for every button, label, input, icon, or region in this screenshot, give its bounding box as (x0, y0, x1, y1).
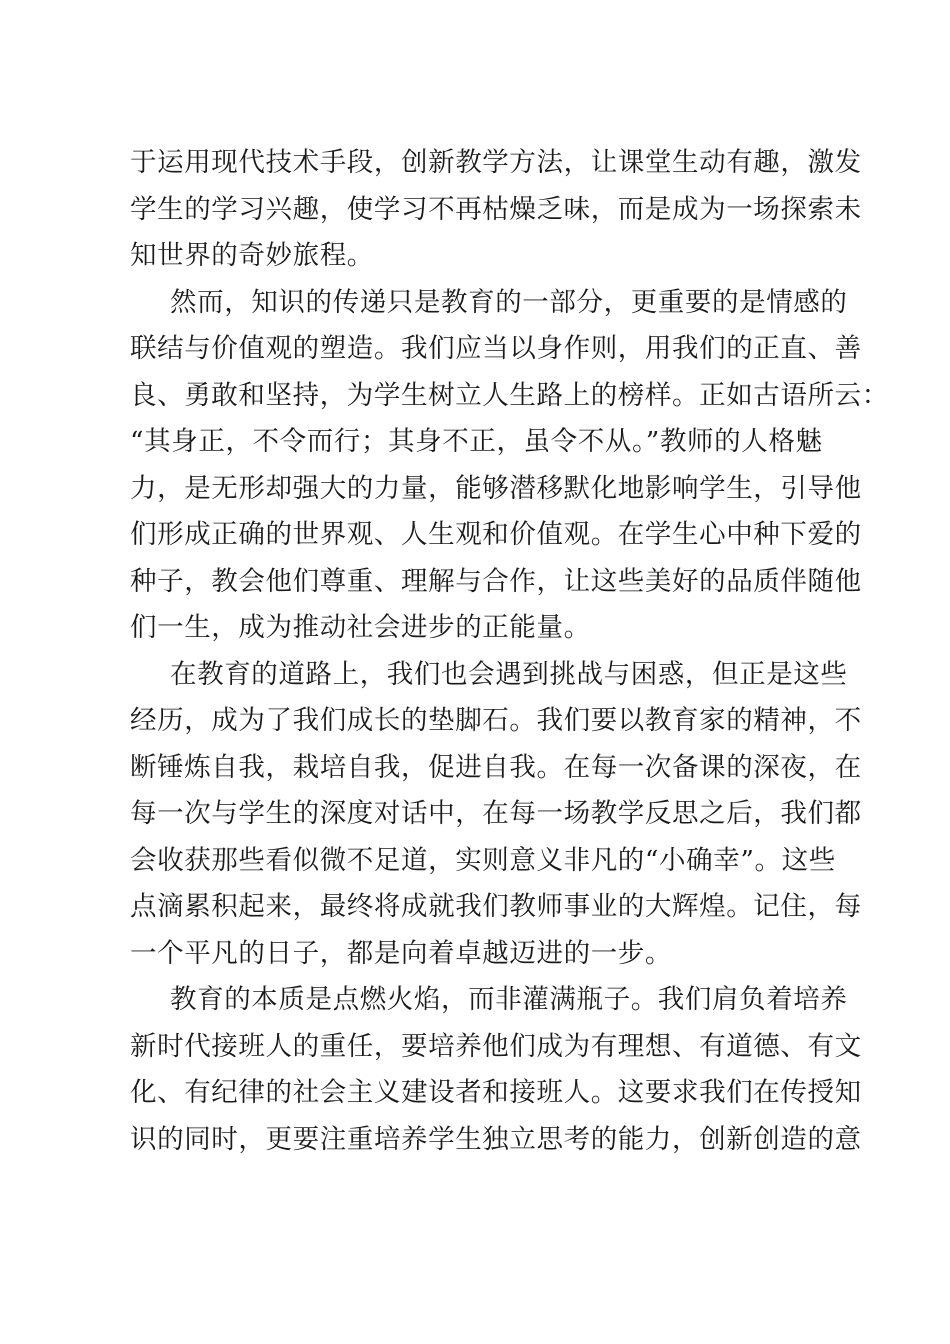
text-line: 良、勇敢和坚持，为学生树立人生路上的榜样。正如古语所云： (130, 379, 889, 411)
text-line: 经历，成为了我们成长的垫脚石。我们要以教育家的精神，不 (130, 705, 862, 736)
text-line: 识的同时，更要注重培养学生独立思考的能力，创新创造的意 (130, 1123, 862, 1155)
text-line: 在教育的道路上，我们也会遇到挑战与困惑，但正是这些 (170, 658, 848, 690)
text-line: 们一生，成为推动社会进步的正能量。 (130, 612, 591, 643)
paragraph-1 (130, 140, 862, 280)
text-line: 化、有纪律的社会主义建设者和接班人。这要求我们在传授知 (130, 1077, 862, 1108)
text-line: 知世界的奇妙旅程。 (130, 240, 374, 271)
text-line: 会收获那些看似微不足道，实则意义非凡的“小确幸”。这些 (130, 844, 836, 876)
text-line: 新时代接班人的重任，要培养他们成为有理想、有道德、有文 (130, 1030, 862, 1062)
text-line: 断锤炼自我，栽培自我，促进自我。在每一次备课的深夜，在 (130, 751, 862, 783)
text-line: 于运用现代技术手段，创新教学方法，让课堂生动有趣，激发 (130, 147, 862, 178)
text-line: 一个平凡的日子，都是向着卓越迈进的一步。 (130, 937, 672, 969)
text-line: “其身正，不令而行；其身不正，虽令不从。”教师的人格魅 (130, 426, 823, 457)
text-line: 教育的本质是点燃火焰，而非灌满瓶子。我们肩负着培养 (170, 984, 848, 1015)
text-line: 们形成正确的世界观、人生观和价值观。在学生心中种下爱的 (130, 519, 862, 550)
text-line: 力，是无形却强大的力量，能够潜移默化地影响学生，引导他 (130, 472, 862, 504)
paragraph-4 (130, 977, 862, 1163)
text-line: 点滴累积起来，最终将成就我们教师事业的大辉煌。记住，每 (130, 891, 862, 922)
text-line: 然而，知识的传递只是教育的一部分，更重要的是情感的 (170, 286, 848, 318)
text-line: 每一次与学生的深度对话中，在每一场教学反思之后，我们都 (130, 798, 862, 829)
text-line: 联结与价值观的塑造。我们应当以身作则，用我们的正直、善 (130, 333, 862, 364)
text-line: 学生的学习兴趣，使学习不再枯燥乏味，而是成为一场探索未 (130, 193, 862, 225)
paragraph-2 (130, 280, 889, 652)
paragraph-3 (130, 652, 862, 978)
text-line: 种子，教会他们尊重、理解与合作，让这些美好的品质伴随他 (130, 565, 862, 597)
body-text (130, 140, 889, 1163)
